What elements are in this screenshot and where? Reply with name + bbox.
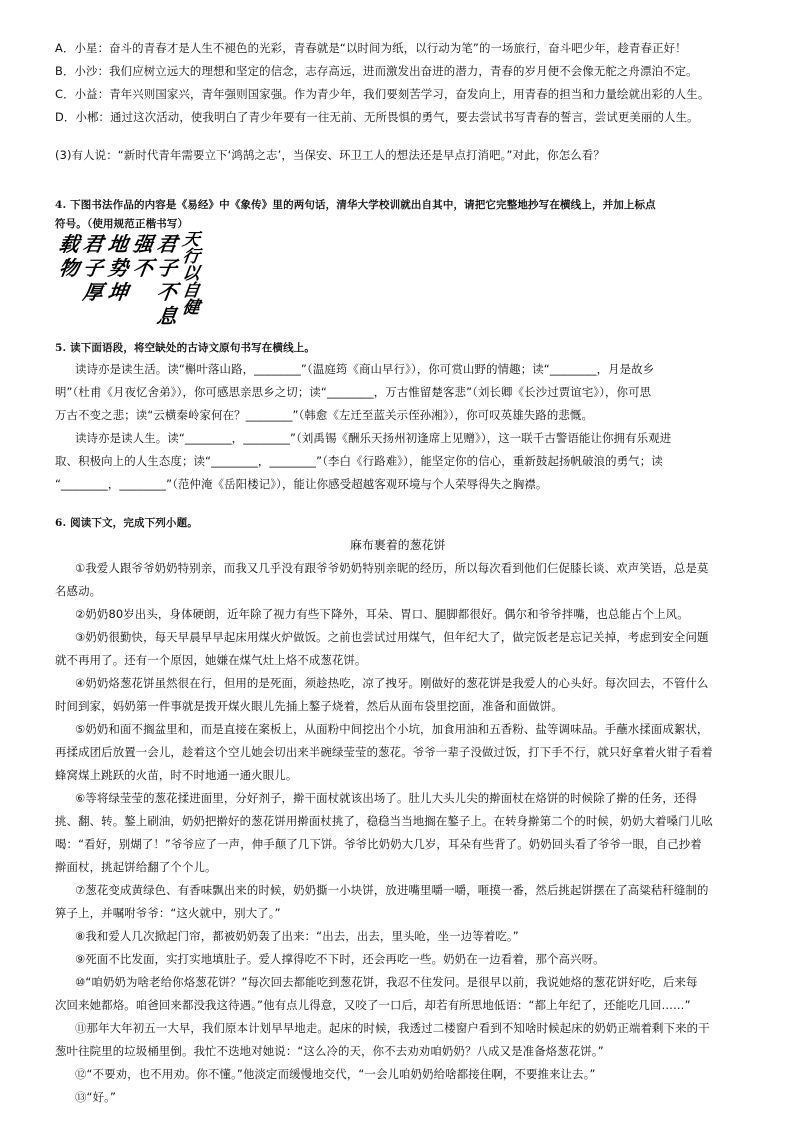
paragraph-line: ④奶奶烙葱花饼虽然很在行，但用的是死面，须趁热吃，凉了拽牙。刚做好的葱花饼是我爱人的心头好。每次回去，不管什么 xyxy=(75,676,709,690)
question-3: (3)有人说：“新时代青年需要立下‘鸿鹄之志’，当保安、环卫工人的想法还是早点打消吧。”对此，你怎么看？ xyxy=(55,148,605,162)
paragraph-line: ⑦葱花变成黄绿色、有香味飘出来的时候，奶奶撕一小块饼，放进嘴里嚼一嚼，咂摸一番，然后挑起饼摆在了高粱秸秆缝制的 xyxy=(75,883,709,897)
paragraph-line: 葱叶往院里的垃圾桶里倒。我忙不迭地对她说：“这么冷的天，你不去劝劝咱奶奶？八成又是准备烙葱花饼。” xyxy=(55,1044,604,1058)
q5-line: 取、积极向上的人生态度；读“________，________”（李白《行路难》），能坚定你的信心，重新鼓起扬帆破浪的勇气；读 xyxy=(55,454,663,468)
question-5-header: 5. 读下面语段，将空缺处的古诗文原句书写在横线上。 xyxy=(55,342,316,354)
paragraph-line: 就不再用了。还有一个原因，她嫌在煤气灶上烙不成葱花饼。 xyxy=(55,653,367,667)
calligraphy-column-1: 天 行 以 自 健 xyxy=(181,230,201,318)
article-title: 麻布裹着的葱花饼 xyxy=(350,538,446,552)
paragraph-line: ③奶奶很勤快，每天早晨早早起床用煤火炉做饭。之前也尝试过用煤气，但年纪大了，做完饭老是忘记关掉，考虑到安全问题 xyxy=(75,630,709,644)
paragraph-line: 挑、翻、转。鏊上刷油，奶奶把擀好的葱花饼用擀面杖挑了，稳稳当当地搁在鏊子上。在转身擀第二个的时候，奶奶大着嗓门儿吆 xyxy=(55,814,713,828)
calligraphy-column-3: 强 不 xyxy=(131,232,155,280)
paragraph-line: 箅子上，并嘱咐爷爷：“这火就中，别大了。” xyxy=(55,906,281,920)
question-4-line1: 4. 下图书法作品的内容是《易经》中《象传》里的两句话，清华大学校训就出自其中，请把它完整地抄写在横线上，并加上标点 xyxy=(55,199,656,211)
paragraph-line: ⑬“好。” xyxy=(75,1090,117,1104)
calligraphy-column-5: 君 子 厚 xyxy=(81,232,105,304)
option-d: D．小郴：通过这次活动，使我明白了青少年要有一往无前、无所畏惧的勇气，要去尝试书写青春的誓言，尝试更美丽的人生。 xyxy=(55,110,699,124)
calligraphy-column-2: 君 子 不 息 xyxy=(155,232,179,328)
option-c: C．小益：青年兴则国家兴，青年强则国家强。作为青少年，我们要刻苦学习，奋发向上，用青春的担当和力量绘就出彩的人生。 xyxy=(55,87,710,101)
paragraph-line: 次回来她都烙。咱爸回来都没我这待遇。”他有点儿得意，又咬了一口后，却若有所思地低语：“都上年纪了，还能吃几回……” xyxy=(55,998,691,1012)
paragraph-line: ⑧我和爱人几次掀起门帘，都被奶奶轰了出来：“出去，出去，里头呛，坐一边等着吃。” xyxy=(75,929,519,943)
q5-line: 读诗亦是读生活。读“槲叶落山路，________”（温庭筠《商山早行》），你可赏山野的情趣；读“________，月是故乡 xyxy=(75,362,655,376)
paragraph-line: ⑪那年大年初五一大早，我们原本计划早早地走。起床的时候，我透过二楼窗户看到不知啥时候起床的奶奶正端着剩下来的干 xyxy=(75,1021,710,1035)
paragraph-line: ⑫“不要劝，也不用劝。你不懂。”他淡定而缓慢地交代，“一会儿咱奶奶给啥都接住啊，不要推来让去。” xyxy=(75,1067,596,1081)
q5-line: “________，________”（范仲淹《岳阳楼记》），能让你感受超越客观环境与个人荣辱得失之胸襟。 xyxy=(55,477,548,491)
question-6-header: 6. 阅读下文，完成下列小题。 xyxy=(55,517,198,529)
paragraph-line: ①我爱人跟爷爷奶奶特别亲，而我又几乎没有跟爷爷奶奶特别亲昵的经历，所以每次看到他们仨促膝长谈、欢声笑语，总是莫 xyxy=(75,561,709,575)
calligraphy-column-4: 地 势 坤 xyxy=(106,232,130,304)
paragraph-line: 名感动。 xyxy=(55,584,102,598)
paragraph-line: ⑤奶奶和面不搁盆里和，而是直接在案板上，从面粉中间挖出个小坑，加食用油和五香粉、盐等调味品。手蘸水揉面成絮状， xyxy=(75,722,709,736)
paragraph-line: 蜂窝煤上跳跃的火苗，时不时地通一通火眼儿。 xyxy=(55,768,298,782)
paragraph-line: 擀面杖，挑起饼给翻了个个儿。 xyxy=(55,860,217,874)
option-b: B．小沙：我们应树立远大的理想和坚定的信念，志存高远，进而激发出奋进的潜力，青春的岁月便不会像无舵之舟漂泊不定。 xyxy=(55,64,698,78)
question-4-line2: 符号。（使用规范正楷书写） xyxy=(55,218,189,230)
paragraph-line: ②奶奶80岁出头，身体硬朗，近年除了视力有些下降外，耳朵、胃口、腿脚都很好。偶尔和爷爷拌嘴，也总能占个上风。 xyxy=(75,607,689,621)
q5-line: 明”（杜甫《月夜忆舍弟》），你可感思亲思乡之切；读“________，万古惟留楚客悲”（刘长卿《长沙过贾谊宅》），你可思 xyxy=(55,385,652,399)
paragraph-line: 喝：“看好，别煳了！”爷爷应了一声，伸手颠了几下饼。爷爷比奶奶大几岁，耳朵有些背了。奶奶回头看了爷爷一眼，自己抄着 xyxy=(55,837,702,851)
q5-line: 万古不变之悲；读“云横秦岭家何在？________”（韩愈《左迁至蓝关示侄孙湘》），你可叹英雄失路的悲慨。 xyxy=(55,408,594,422)
q5-line: 读诗亦是读人生。读“________，________”（刘禹锡《酬乐天扬州初逢席上见赠》），这一联千古警语能让你拥有乐观进 xyxy=(75,431,672,445)
paragraph-line: ⑥等将绿莹莹的葱花揉进面里，分好剂子，擀干面杖就该出场了。肚儿大头儿尖的擀面杖在烙饼的时候除了擀的任务，还得 xyxy=(75,791,698,805)
calligraphy-image xyxy=(56,230,206,328)
calligraphy-column-6: 载 物 xyxy=(57,232,81,280)
paragraph-line: ⑨死面不比发面，实打实地填肚子。爱人撑得吃不下时，还会再吃一些。奶奶在一边看着，那个高兴呀。 xyxy=(75,952,605,966)
paragraph-line: ⑩“咱奶奶为啥老给你烙葱花饼？”每次回去都能吃到葱花饼，我忍不住发问。是很早以前，我说她烙的葱花饼好吃，后来每 xyxy=(75,975,698,989)
paragraph-line: 时间到家，妈奶第一件事就是拨开煤火眼儿先捅上鏊子烧着，然后从面布袋里挖面，准备和面做饼。 xyxy=(55,699,563,713)
paragraph-line: 再揉成团后放置一会儿，趁着这个空儿她会切出来半碗绿莹莹的葱花。爷爷一辈子没做过饭，打下手不行，就只好拿着火钳子看着 xyxy=(55,745,713,759)
option-a: A．小星：奋斗的青春才是人生不褪色的光彩，青春就是“以时间为纸，以行动为笔”的一场旅行，奋斗吧少年，趁青春正好！ xyxy=(55,41,687,55)
